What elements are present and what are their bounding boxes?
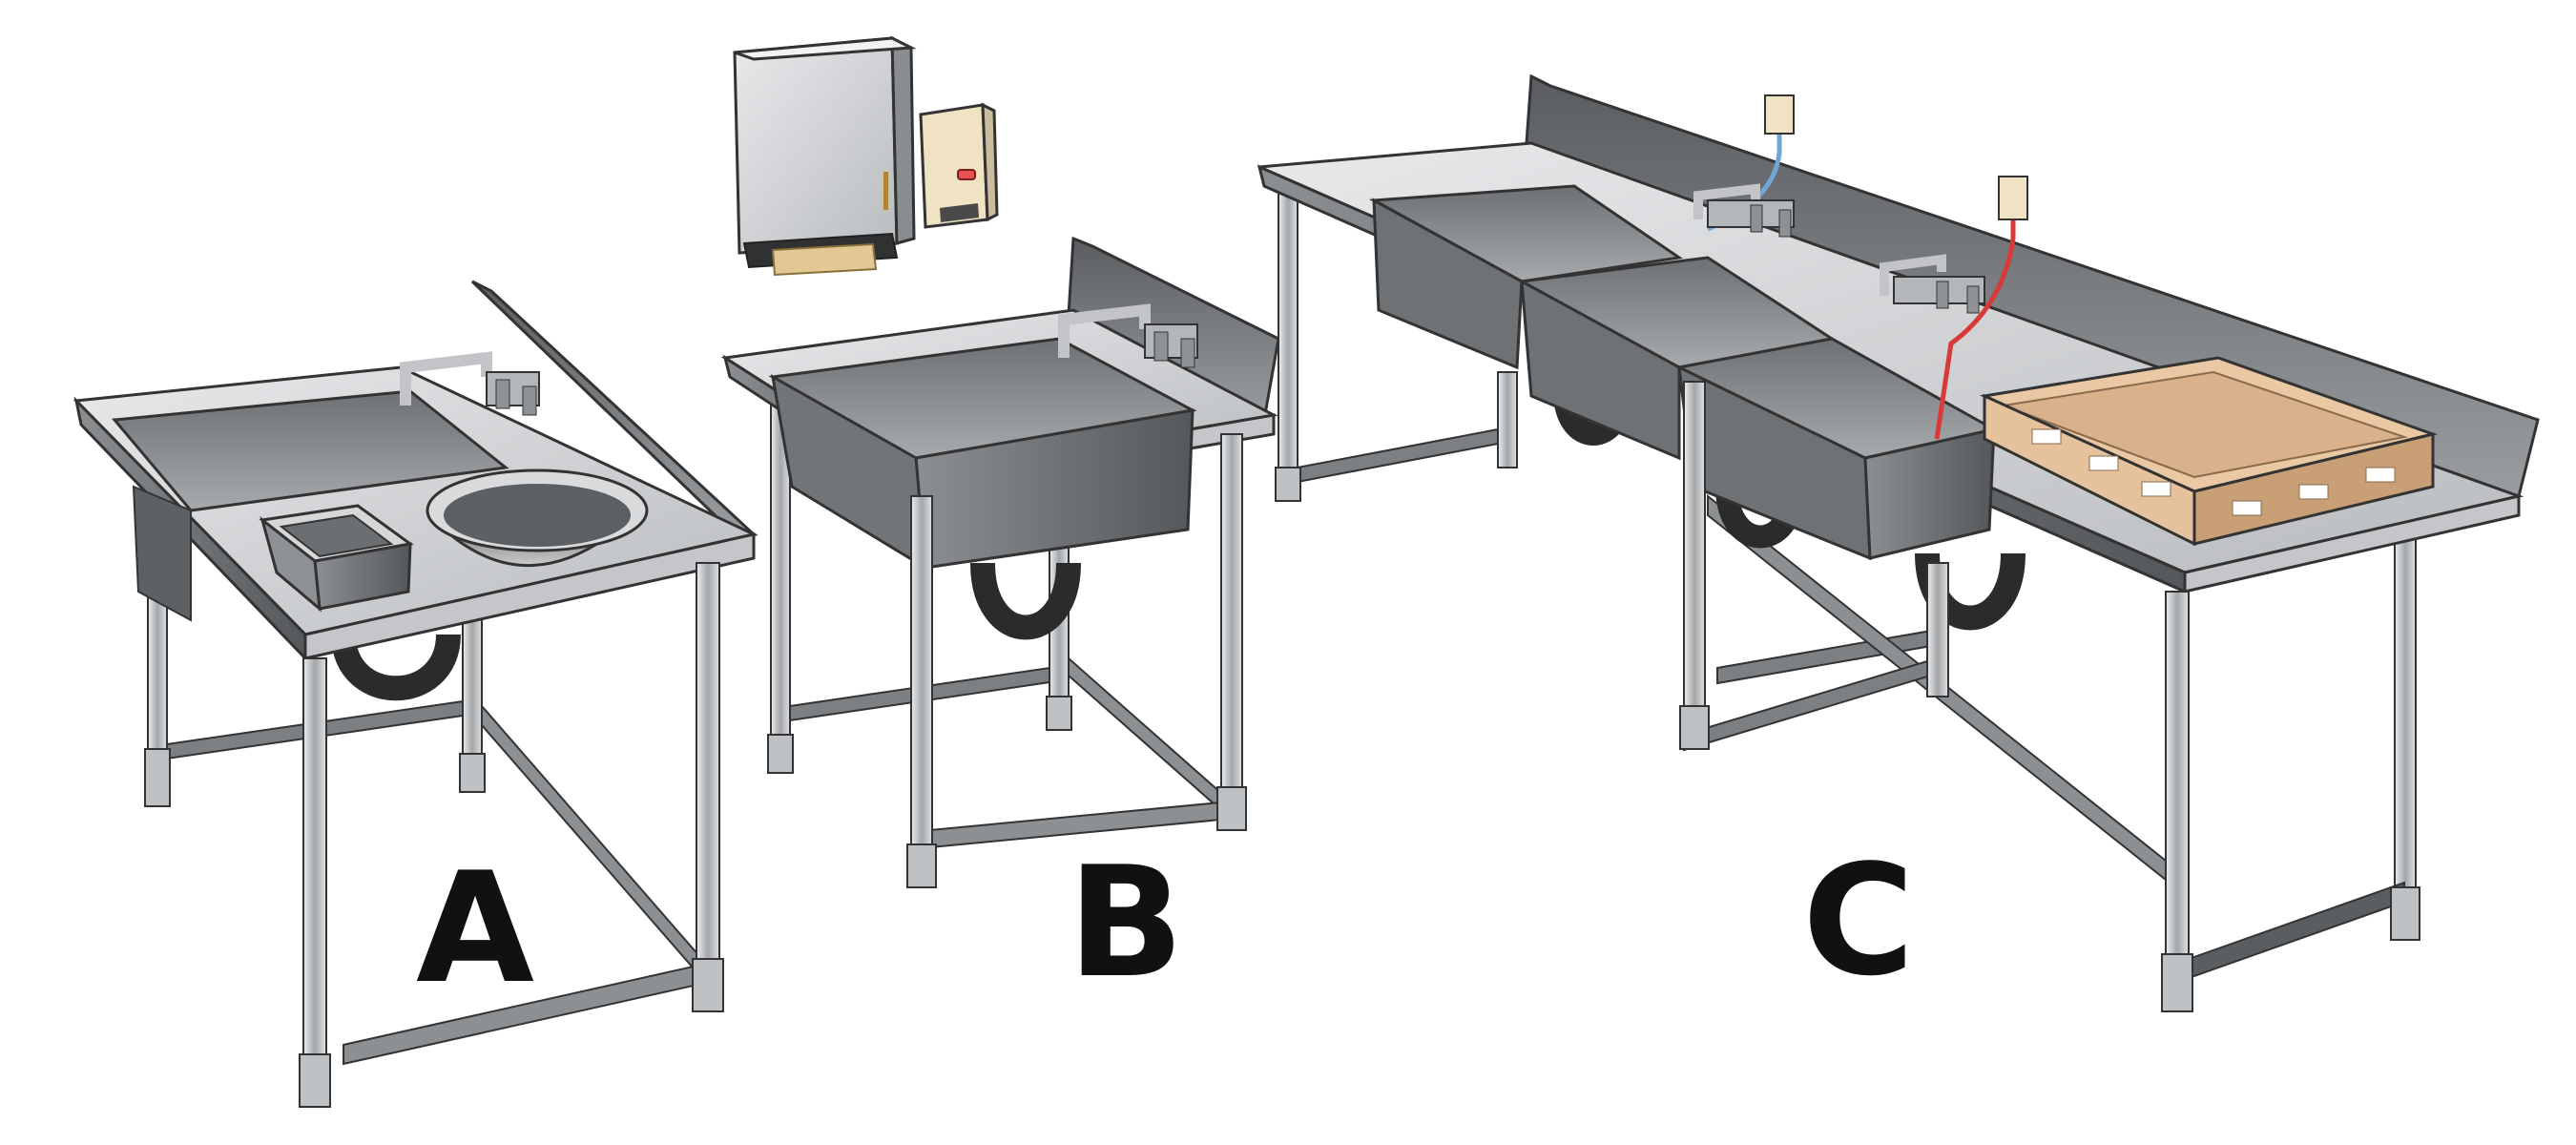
sink-a [76,281,754,1107]
paper-towel-dispenser [735,38,914,275]
sensor-box [1999,177,2027,219]
label-c: C [1802,831,1915,1010]
soap-dispenser [921,105,997,227]
sensor-box [1765,95,1794,134]
label-b: B [1068,833,1184,1011]
label-a: A [416,839,534,1017]
paper-towel [773,244,876,275]
sink-b [725,239,1278,887]
soap-button-icon [958,170,975,179]
